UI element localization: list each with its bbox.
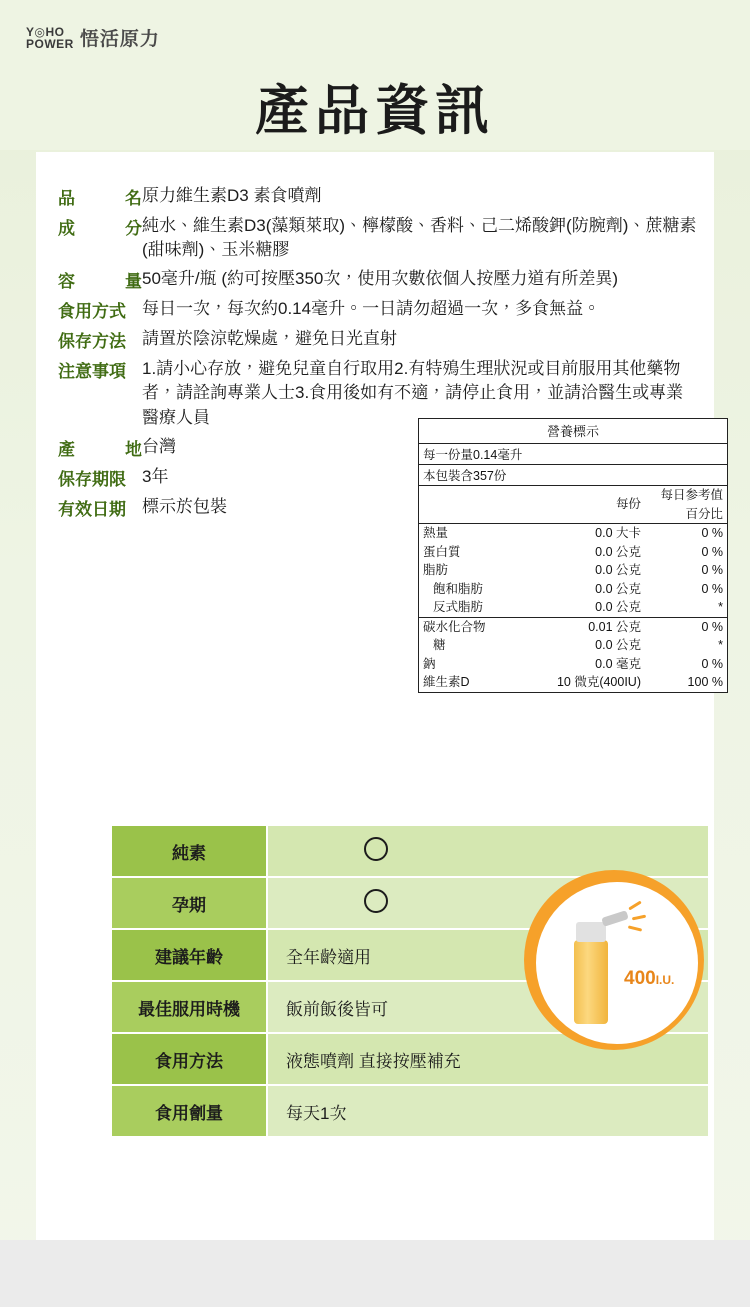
product-circle-inner	[533, 879, 701, 1047]
info-label-usage: 食用方式	[58, 302, 126, 322]
nutrition-row-amount: 0.01 公克	[588, 619, 641, 634]
nutrition-header-row	[419, 486, 727, 524]
spray-mist-icon	[628, 900, 668, 934]
info-value-usage: 每日一次，每次約0.14毫升。一日請勿超過一次，多食無益。	[142, 299, 601, 319]
logo-en-line2: POWER	[26, 36, 74, 51]
content-card	[36, 152, 723, 1240]
feature-key: 孕期	[111, 877, 267, 929]
label-char: 分	[125, 219, 142, 238]
feature-key: 最佳服用時機	[111, 981, 267, 1033]
table-row	[111, 1085, 709, 1137]
nutrition-row-name: 飽和脂肪	[433, 581, 484, 596]
nutrition-header-blank	[419, 486, 551, 524]
info-label-expiry: 有效日期	[58, 499, 126, 519]
nutrition-row-pct: 0 %	[701, 526, 723, 540]
info-row-volume	[58, 267, 698, 292]
info-value-shelf-life: 3年	[142, 466, 169, 486]
nutrition-row-pct: 100 %	[687, 675, 723, 689]
label-char: 量	[125, 272, 142, 292]
nutrition-row	[419, 524, 727, 543]
page-title: 產品資訊	[255, 81, 495, 141]
nutrition-servings-per-pack: 本包裝含357份	[419, 465, 727, 486]
nutrition-row-amount: 0.0 毫克	[595, 656, 641, 671]
nutrition-row-amount: 0.0 公克	[595, 544, 641, 559]
feature-value: 全年齡適用	[267, 929, 709, 981]
bottle-cap-icon	[576, 922, 606, 942]
nutrition-facts-table	[418, 418, 728, 693]
nutrition-row-amount: 0.0 公克	[595, 563, 641, 577]
info-label-storage: 保存方法	[58, 332, 126, 352]
feature-key: 食用劊量	[111, 1085, 267, 1137]
nutrition-row-amount: 0.0 公克	[595, 638, 641, 652]
info-label-warnings: 注意事項	[58, 362, 126, 382]
nutrition-row-name: 維生素D	[423, 675, 470, 689]
info-label-volume	[58, 267, 142, 292]
logo-cn: 悟活原力	[79, 29, 160, 50]
nutrition-row-pct: *	[718, 638, 723, 652]
feature-value: 飯前飯後皆可	[267, 981, 709, 1033]
info-row-product-name	[58, 184, 698, 209]
label-char: 地	[125, 439, 142, 459]
nutrition-row	[419, 673, 727, 692]
spray-bottle-icon	[574, 940, 608, 1024]
label-char: 名	[125, 189, 142, 208]
info-value-origin: 台灣	[142, 436, 176, 456]
logo-en-line1: Y◎HO	[26, 24, 65, 39]
dose-unit: I.U.	[655, 973, 675, 987]
product-image	[524, 870, 704, 1050]
info-label-ingredients	[58, 214, 142, 239]
info-value-product-name: 原力維生素D3 素食噴劑	[142, 186, 322, 205]
info-row-ingredients	[58, 214, 698, 262]
label-char: 品	[58, 189, 75, 208]
nutrition-row	[419, 655, 727, 674]
dose-label	[624, 968, 674, 990]
nutrition-row	[419, 636, 727, 655]
info-value-ingredients: 純水、維生素D3(藻類萊取)、檸檬酸、香料、己二烯酸鉀(防腕劑)、蔗糖素(甜味劑)、玉米糖膠	[142, 216, 697, 260]
check-circle-icon	[364, 837, 388, 861]
nutrition-row-amount: 0.0 公克	[551, 598, 645, 617]
nutrition-row-amount: 0.0 公克	[595, 581, 641, 596]
nutrition-header-per-serving: 每份	[551, 486, 645, 524]
nutrition-row-amount: 10 微克(400IU)	[556, 675, 641, 689]
info-value-volume: 50毫升/瓶 (約可按壓350次，使用次數依個人按壓力道有所差異)	[142, 269, 619, 289]
nutrition-row-amount: 0.0 大卡	[595, 526, 641, 540]
info-value-expiry: 標示於包裝	[142, 496, 227, 516]
nutrition-row	[419, 580, 727, 599]
nutrition-row-name: 碳水化合物	[423, 619, 486, 634]
nutrition-row-name: 糖	[433, 638, 446, 652]
nutrition-row	[419, 598, 727, 617]
info-label-shelf-life: 保存期限	[58, 469, 126, 489]
feature-value: 液態噴劑 直接按壓補充	[267, 1033, 709, 1085]
nutrition-row-pct: 0 %	[701, 656, 723, 671]
nutrition-row-name: 熱量	[423, 526, 449, 540]
info-row-usage	[58, 297, 698, 322]
brand-logo	[26, 24, 160, 51]
info-label-origin	[58, 435, 142, 460]
nutrition-row-name: 反式脂肪	[419, 598, 551, 617]
nutrition-row-pct: 0 %	[701, 619, 723, 634]
dose-value: 400	[624, 968, 656, 989]
nutrition-row	[419, 561, 727, 580]
nutrition-row-pct: *	[645, 598, 727, 617]
nutrition-header-daily-pct: 每日参考值百分比	[645, 486, 727, 524]
logo-en-block	[26, 26, 74, 50]
nutrition-row-pct: 0 %	[701, 581, 723, 596]
nutrition-row-pct: 0 %	[701, 544, 723, 559]
nutrition-row-pct: 0 %	[701, 563, 723, 577]
info-row-storage	[58, 327, 698, 352]
info-label-product-name	[58, 184, 142, 209]
label-char: 成	[58, 219, 75, 238]
footer-band	[0, 1240, 750, 1307]
label-char: 產	[58, 439, 75, 459]
nutrition-row-name: 蛋白質	[423, 544, 461, 559]
info-value-storage: 請置於陰涼乾燥處，避免日光直射	[142, 329, 397, 349]
label-char: 容	[58, 272, 75, 292]
info-value-warnings: 1.請小心存放，避免兒童自行取用2.有特殦生理狀況或目前服用其他藥物者，請詮詢專業人士3.食用後如有不適，請停止食用，並請洽醫生或專業醫療人員	[142, 359, 684, 427]
nutrition-row	[419, 617, 727, 636]
feature-key: 食用方法	[111, 1033, 267, 1085]
nutrition-serving-size: 每一份量0.14毫升	[419, 444, 727, 465]
nutrition-row	[419, 543, 727, 562]
feature-key: 純素	[111, 825, 267, 877]
check-circle-icon	[364, 889, 388, 913]
nutrition-row-name: 脂肪	[423, 563, 449, 577]
feature-key: 建議年齡	[111, 929, 267, 981]
nutrition-title: 營養標示	[419, 419, 727, 444]
spray-nozzle-icon	[601, 910, 629, 927]
feature-value: 每天1次	[267, 1085, 709, 1137]
nutrition-rows	[419, 486, 727, 692]
nutrition-row-name: 鈉	[423, 656, 436, 671]
